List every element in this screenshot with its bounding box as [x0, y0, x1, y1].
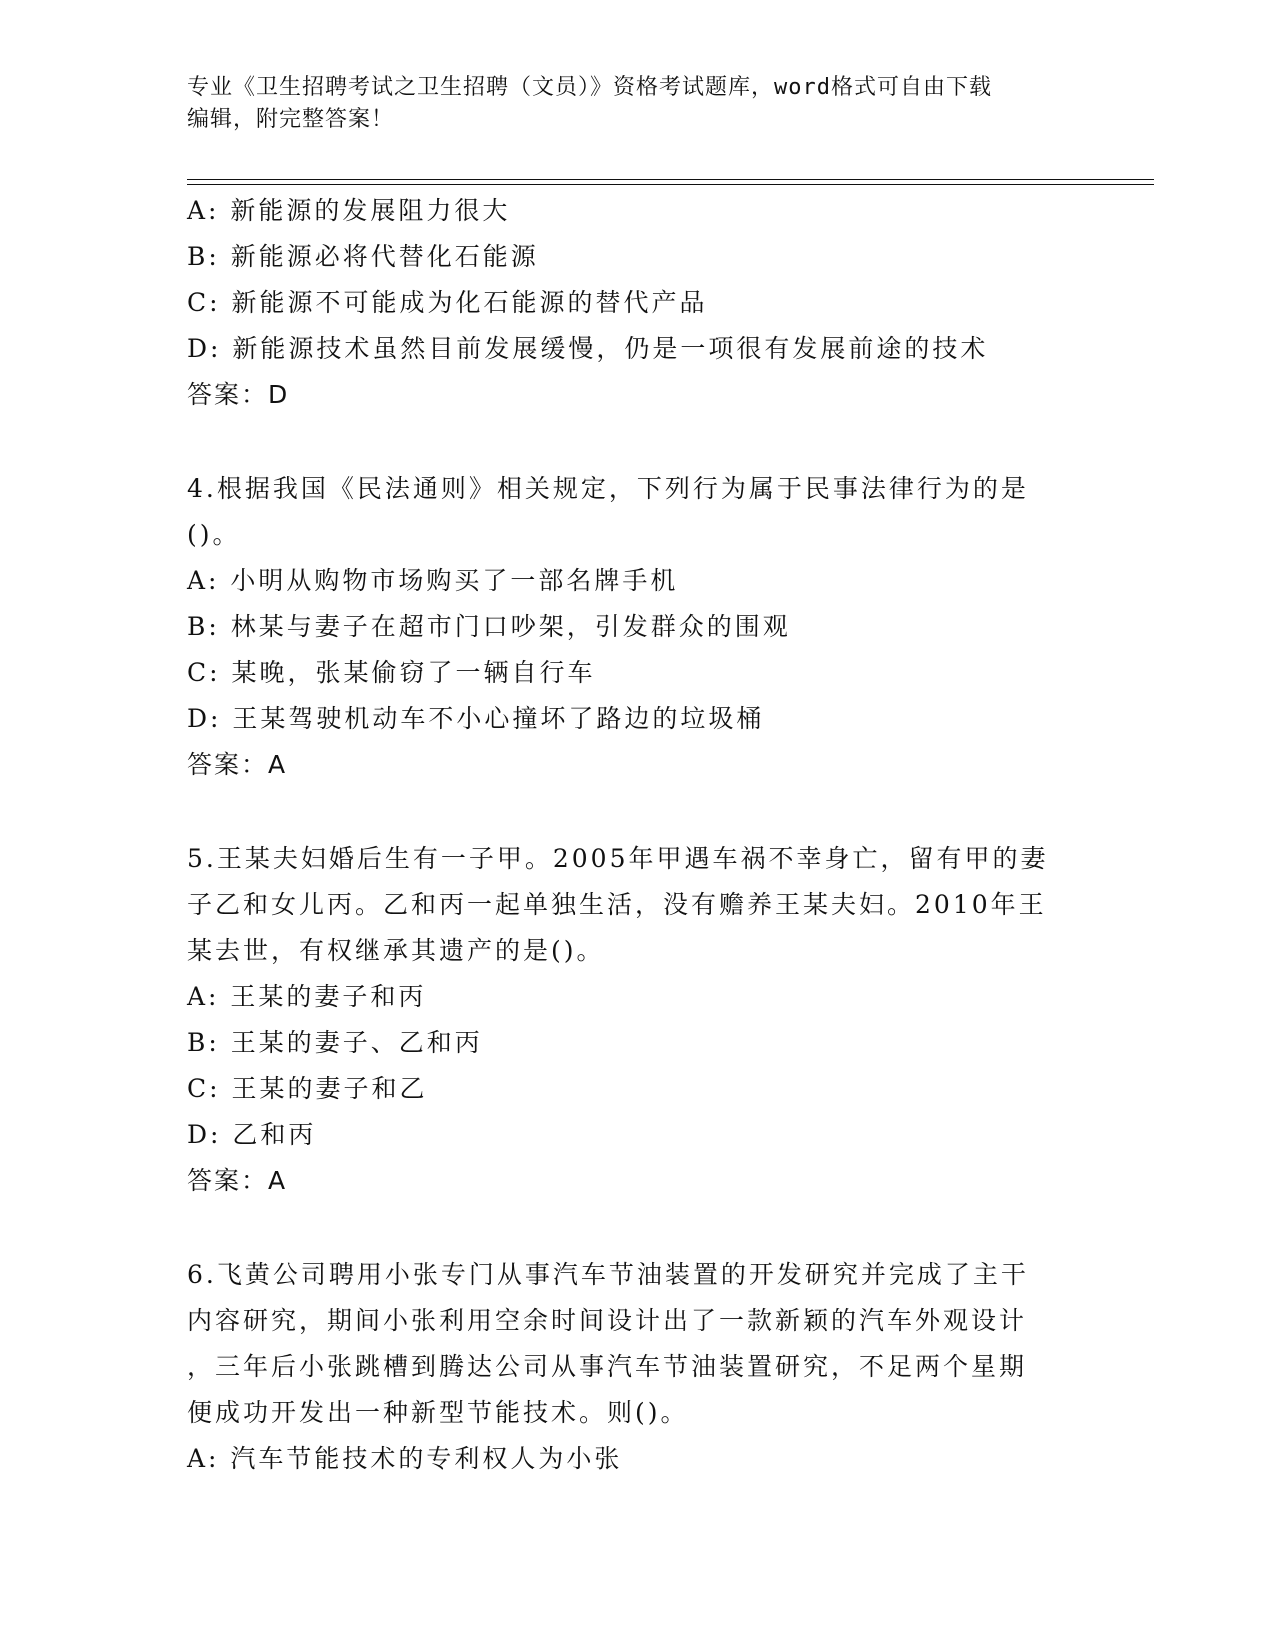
header-divider [187, 179, 1154, 180]
spacer [187, 418, 1067, 466]
header-line: 专业《卫生招聘考试之卫生招聘（文员）》资格考试题库，word格式可自由下载 [187, 75, 992, 100]
answer: 答案：D [187, 380, 290, 409]
option-b: B: 新能源必将代替化石能源 [187, 242, 539, 271]
option-a: A: 王某的妻子和丙 [187, 982, 427, 1011]
question-6 [187, 1252, 1067, 1482]
header-divider [187, 184, 1154, 185]
option-a: A: 小明从购物市场购买了一部名牌手机 [187, 566, 679, 595]
option-c: C: 某晚，张某偷窃了一辆自行车 [187, 658, 596, 687]
question-stem: 4.根据我国《民法通则》相关规定，下列行为属于民事法律行为的是 [187, 474, 1029, 503]
option-a: A: 新能源的发展阻力很大 [187, 196, 511, 225]
option-b: B: 王某的妻子、乙和丙 [187, 1028, 483, 1057]
question-stem: 6.飞黄公司聘用小张专门从事汽车节油装置的开发研究并完成了主干 [187, 1260, 1029, 1289]
question-5 [187, 836, 1067, 1204]
question-3 [187, 188, 1067, 418]
question-list [187, 188, 1067, 1482]
question-stem: 子乙和女儿丙。乙和丙一起单独生活，没有赡养王某夫妇。2010年王 [187, 890, 1047, 919]
option-d: D: 新能源技术虽然目前发展缓慢，仍是一项很有发展前途的技术 [187, 334, 989, 363]
option-d: D: 王某驾驶机动车不小心撞坏了路边的垃圾桶 [187, 704, 765, 733]
question-4 [187, 466, 1067, 788]
spacer [187, 1204, 1067, 1252]
question-stem: 某去世，有权继承其遗产的是()。 [187, 936, 605, 965]
question-stem: 内容研究，期间小张利用空余时间设计出了一款新颖的汽车外观设计 [187, 1306, 1028, 1335]
question-stem: 5.王某夫妇婚后生有一子甲。2005年甲遇车祸不幸身亡，留有甲的妻 [187, 844, 1049, 873]
option-c: C: 新能源不可能成为化石能源的替代产品 [187, 288, 708, 317]
option-a: A: 汽车节能技术的专利权人为小张 [187, 1444, 623, 1473]
answer: 答案：A [187, 1166, 288, 1195]
option-c: C: 王某的妻子和乙 [187, 1074, 428, 1103]
option-d: D: 乙和丙 [187, 1120, 317, 1149]
question-stem: ，三年后小张跳槽到腾达公司从事汽车节油装置研究，不足两个星期 [187, 1352, 1028, 1381]
document-header [187, 72, 1067, 136]
question-stem: 便成功开发出一种新型节能技术。则()。 [187, 1398, 689, 1427]
question-stem: ()。 [187, 520, 241, 549]
header-line: 编辑，附完整答案！ [187, 107, 395, 132]
answer: 答案：A [187, 750, 288, 779]
option-b: B: 林某与妻子在超市门口吵架，引发群众的围观 [187, 612, 791, 641]
spacer [187, 788, 1067, 836]
